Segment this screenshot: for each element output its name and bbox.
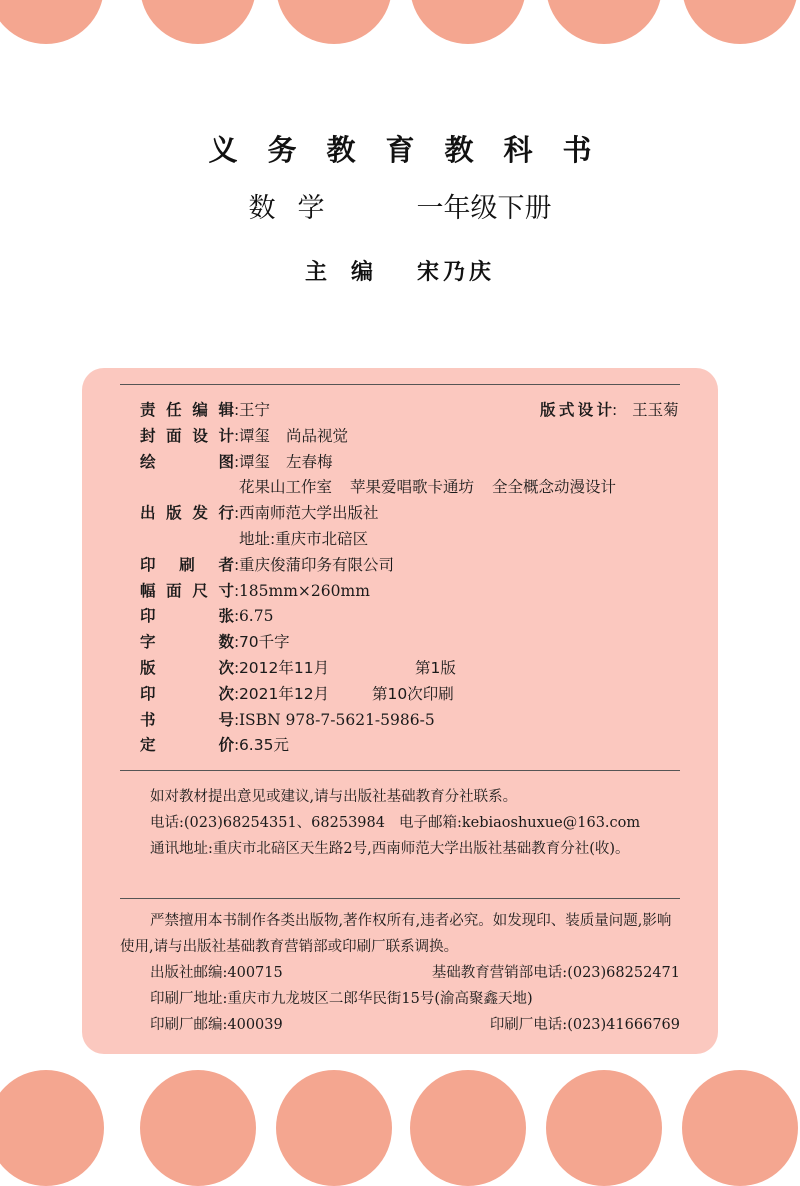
- credit-value: 2012年11月: [238, 658, 330, 677]
- credit-value: 尚品视觉: [285, 426, 348, 445]
- credit-value: 全全概念动漫设计: [491, 478, 616, 497]
- credit-label: 封面设计: [140, 426, 234, 445]
- chief-editor-line: [0, 255, 800, 286]
- credit-row: 定价: 6.35元: [140, 733, 616, 759]
- credit-value: 第10次印刷: [372, 684, 454, 703]
- credit-value: 第1版: [415, 658, 456, 677]
- credit-label: 书号: [140, 710, 234, 729]
- decor-dot: [682, 0, 798, 44]
- credit-label: 印次: [140, 684, 234, 703]
- copyright-panel: [82, 368, 718, 1054]
- credit-value: 左春梅: [285, 452, 333, 471]
- credit-value: 重庆俊蒲印务有限公司: [238, 555, 394, 574]
- credit-row: 出版发行: 西南师范大学出版社: [140, 501, 616, 527]
- credit-label: 责任编辑: [140, 401, 234, 419]
- subject-name: 数学: [248, 193, 347, 224]
- contact-line: 如对教材提出意见或建议,请与出版社基础教育分社联系。: [150, 789, 518, 805]
- credit-row: 责任编辑: 王宁 版式设计: 王玉菊: [140, 398, 616, 424]
- credit-label: 字数: [140, 633, 234, 652]
- credit-label: 版式设计: [540, 401, 612, 419]
- colon: :: [612, 401, 618, 419]
- credit-label: 定价: [140, 736, 234, 755]
- main-title: 义务教育教科书: [208, 133, 622, 167]
- decor-dot: [0, 0, 104, 44]
- contact-email: 电子邮箱:kebiaoshuxue@163.com: [398, 815, 641, 831]
- decor-dot: [546, 0, 662, 44]
- decor-dot: [410, 1070, 526, 1186]
- decor-dot: [276, 0, 392, 44]
- contact-address: 通讯地址:重庆市北碚区天生路2号,西南师范大学出版社基础教育分社(收)。: [150, 841, 630, 857]
- credit-label: 绘图: [140, 452, 234, 471]
- contact-notice: [120, 784, 680, 862]
- decor-dot: [140, 1070, 256, 1186]
- decor-dot: [410, 0, 526, 44]
- contact-phone-email: [120, 810, 680, 836]
- printer-address: 印刷厂地址:重庆市九龙坡区二郎华民街15号(渝高聚鑫天地): [150, 991, 533, 1007]
- credit-label: 版次: [140, 658, 234, 677]
- credit-row: 印次: 2021年12月 第10次印刷: [140, 682, 616, 708]
- credit-value: 王玉菊: [632, 401, 679, 419]
- credit-label: 幅面尺寸: [140, 581, 234, 600]
- publisher-postcode: 出版社邮编:400715: [150, 965, 283, 981]
- credit-value: 花果山工作室: [238, 478, 332, 497]
- legal-row: [120, 960, 680, 986]
- printer-phone: 印刷厂电话:(023)41666769: [489, 1017, 680, 1033]
- credit-row: 字数: 70千字: [140, 630, 616, 656]
- credit-row: 绘图: 谭玺 左春梅: [140, 450, 616, 476]
- credit-row: 印张: 6.75: [140, 604, 616, 630]
- contact-phone: 电话:(023)68254351、68253984: [150, 815, 385, 831]
- legal-row: [120, 1012, 680, 1038]
- marketing-phone: 基础教育营销部电话:(023)68252471: [431, 965, 680, 981]
- printer-postcode: 印刷厂邮编:400039: [150, 1017, 283, 1033]
- credit-value: 苹果爱唱歌卡通坊: [349, 478, 474, 497]
- credit-value: 6.75: [238, 607, 274, 626]
- credit-value: 6.35元: [238, 736, 289, 755]
- credit-value: 谭玺: [238, 452, 270, 471]
- decor-dot: [682, 1070, 798, 1186]
- legal-notice: [120, 908, 680, 1038]
- credit-value: 西南师范大学出版社: [238, 504, 379, 523]
- decor-dot: [0, 1070, 104, 1186]
- credit-value: 185mm×260mm: [238, 581, 370, 600]
- credit-row: 幅面尺寸: 185mm×260mm: [140, 579, 616, 605]
- chief-editor-name: 宋乃庆: [417, 259, 496, 285]
- credit-row: 封面设计: 谭玺 尚品视觉: [140, 424, 616, 450]
- credit-value: 地址:重庆市北碚区: [238, 529, 369, 548]
- credit-value: 谭玺: [238, 426, 270, 445]
- credit-value: 2021年12月: [238, 684, 330, 703]
- credit-value: ISBN 978-7-5621-5986-5: [238, 710, 435, 729]
- credit-row: 书号: ISBN 978-7-5621-5986-5: [140, 708, 616, 734]
- credit-value: 王宁: [238, 401, 270, 419]
- decor-dot: [140, 0, 256, 44]
- credit-label: 出版发行: [140, 504, 234, 523]
- decor-dot: [276, 1070, 392, 1186]
- divider: [120, 898, 680, 899]
- credit-row: 版次: 2012年11月 第1版: [140, 656, 616, 682]
- credit-row: 印刷者: 重庆俊蒲印务有限公司: [140, 553, 616, 579]
- chief-editor-label: 主编: [304, 259, 397, 285]
- decor-dot: [546, 1070, 662, 1186]
- credits-list: [140, 398, 679, 759]
- credit-row: [140, 527, 616, 553]
- divider: [120, 770, 680, 771]
- credit-label: 印张: [140, 607, 234, 626]
- credit-row: [140, 475, 616, 501]
- grade-name: 一年级下册: [416, 193, 552, 224]
- credit-value: 70千字: [238, 633, 290, 652]
- legal-statement: 严禁擅用本书制作各类出版物,著作权所有,违者必究。如发现印、装质量问题,影响使用,请与出版社基础教育营销部或印刷厂联系调换。: [120, 913, 672, 955]
- credit-label: 印刷者: [140, 555, 234, 574]
- divider: [120, 384, 680, 385]
- subject-line: [0, 186, 800, 225]
